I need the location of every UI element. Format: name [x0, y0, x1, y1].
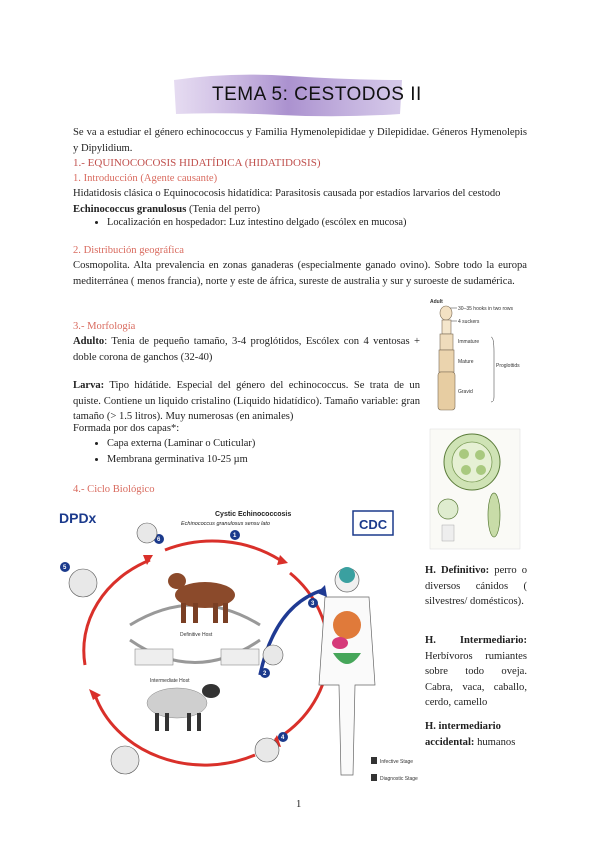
subheading-distribucion: 2. Distribución geográfica: [73, 245, 184, 256]
gravid-label: Gravid: [458, 389, 473, 395]
step-5: 5: [63, 565, 67, 571]
cycle-arrow: [165, 541, 280, 560]
step-4: 4: [281, 735, 285, 741]
sheep-illustration: [147, 684, 220, 731]
hydatid-illustration: [430, 429, 520, 549]
adult-text: : Tenia de pequeño tamaño, 3-4 proglótidos, Escólex con 4 ventosas + doble corona de ganchos (32-40): [73, 336, 420, 363]
host-intermediate: [425, 633, 527, 711]
host-accidental: [425, 719, 527, 750]
hooks-label: 30–35 hooks in two rows: [458, 306, 514, 312]
subheading-morfologia: 3.- Morfología: [73, 321, 136, 332]
proglottids-label: Proglottids: [496, 363, 520, 369]
accidental-label: H. intermediario accidental:: [425, 721, 501, 748]
layers-intro: Formada por dos capas*:: [73, 423, 180, 434]
subheading-ciclo: 4.- Ciclo Biológico: [73, 484, 155, 495]
accidental-text: humanos: [474, 736, 516, 748]
cycle-title: Cystic Echinococcosis: [215, 511, 292, 518]
cdc-logo: CDC: [359, 517, 388, 532]
location-list: [73, 215, 557, 231]
dpdx-logo: DPDx: [59, 510, 97, 526]
species-name: Echinococcus granulosus: [73, 203, 187, 215]
definitive-text: perro o diversos cánidos ( silvestres/ domésticos).: [425, 565, 527, 608]
step-1: 1: [233, 533, 237, 539]
list-item: • Membrana germinativa 10-25 µm: [107, 452, 447, 468]
intro-agent-text: [73, 186, 527, 217]
adult-worm-figure: [428, 297, 528, 415]
immature-label: Immature: [458, 339, 480, 345]
brood-capsule: [488, 493, 500, 537]
agent-text-a: Hidatidosis clásica o Equinococosis hidatídica: Parasitosis causada por estadíos larvarios del cestodo: [73, 188, 501, 199]
suckers-label: 4 suckers: [458, 319, 480, 325]
step-6: 6: [157, 537, 161, 543]
intermediate-host-label: Intermediate Host: [150, 678, 190, 684]
life-cycle-figure: [55, 505, 418, 792]
immature-proglottid: [440, 334, 453, 350]
agent-text-b: (Tenia del perro): [186, 203, 260, 215]
gravid-proglottid: [438, 372, 455, 410]
hydatid-figure: [430, 429, 520, 549]
human-illustration: [319, 567, 375, 775]
section-heading: 1.- EQUINOCOCOSIS HIDATÍDICA (HIDATIDOSIS): [73, 157, 321, 169]
page-title: TEMA 5: CESTODOS II: [212, 84, 422, 105]
protoscolex: [438, 499, 458, 519]
page-number: 1: [296, 799, 302, 810]
distribution-text: Cosmopolita. Alta prevalencia en zonas ganaderas (especialmente ganado ovino). Sobre todo la europa mediterránea ( menos francia), norte y este de áfrica, sureste de australia y sur y suroeste de sudamérica.: [73, 260, 527, 287]
dog-illustration: [168, 573, 235, 623]
step-2: 2: [263, 671, 267, 677]
definitive-host-label: Definitive Host: [180, 632, 213, 638]
list-item: • Capa externa (Laminar o Cuticular): [107, 436, 447, 452]
legend-diagnostic: Diagnostic Stage: [380, 776, 418, 782]
adult-label: Adulto: [73, 336, 105, 347]
step-3: 3: [311, 601, 315, 607]
larva-label: Larva:: [73, 380, 105, 391]
title-banner: [170, 70, 422, 120]
mature-proglottid: [439, 350, 454, 372]
adult-fig-title: Adult: [430, 299, 443, 305]
intermediate-label: H. Intermediario:: [425, 635, 527, 646]
cycle-subtitle: Echinococcus granulosus sensu lato: [181, 521, 270, 527]
cycle-diagram: [55, 505, 418, 792]
worm-illustration: [428, 297, 528, 415]
layers-list: [73, 436, 447, 467]
larva-paragraph: [73, 378, 420, 425]
intermediate-text: Herbívoros rumiantes sobre todo oveja. Cabra, vaca, caballo, cerdo, camello: [425, 650, 527, 709]
larva-text: Tipo hidátide. Especial del género del echinococcus. Se trata de un quiste. Contiene un liquido cristalino (Liquido hidatídico). Tamaño variable: gran tamaño (> 1.5 litros). Muy numerosas (en animales): [73, 380, 420, 423]
adult-paragraph: [73, 334, 420, 365]
neck: [442, 320, 451, 334]
mature-label: Mature: [458, 359, 474, 365]
scolex: [440, 306, 452, 320]
definitive-label: H. Definitivo:: [425, 565, 490, 576]
intro-paragraph: Se va a estudiar el género echinococcus y Familia Hymenolepididae y Dilepididae. Géneros Hymenolepis y Dipylidium.: [73, 127, 527, 154]
host-definitive: [425, 563, 527, 610]
list-item: • Localización en hospedador: Luz intestino delgado (escólex en mucosa): [107, 215, 557, 231]
legend-infective: Infective Stage: [380, 759, 414, 765]
subheading-introduccion: 1. Introducción (Agente causante): [73, 173, 218, 184]
